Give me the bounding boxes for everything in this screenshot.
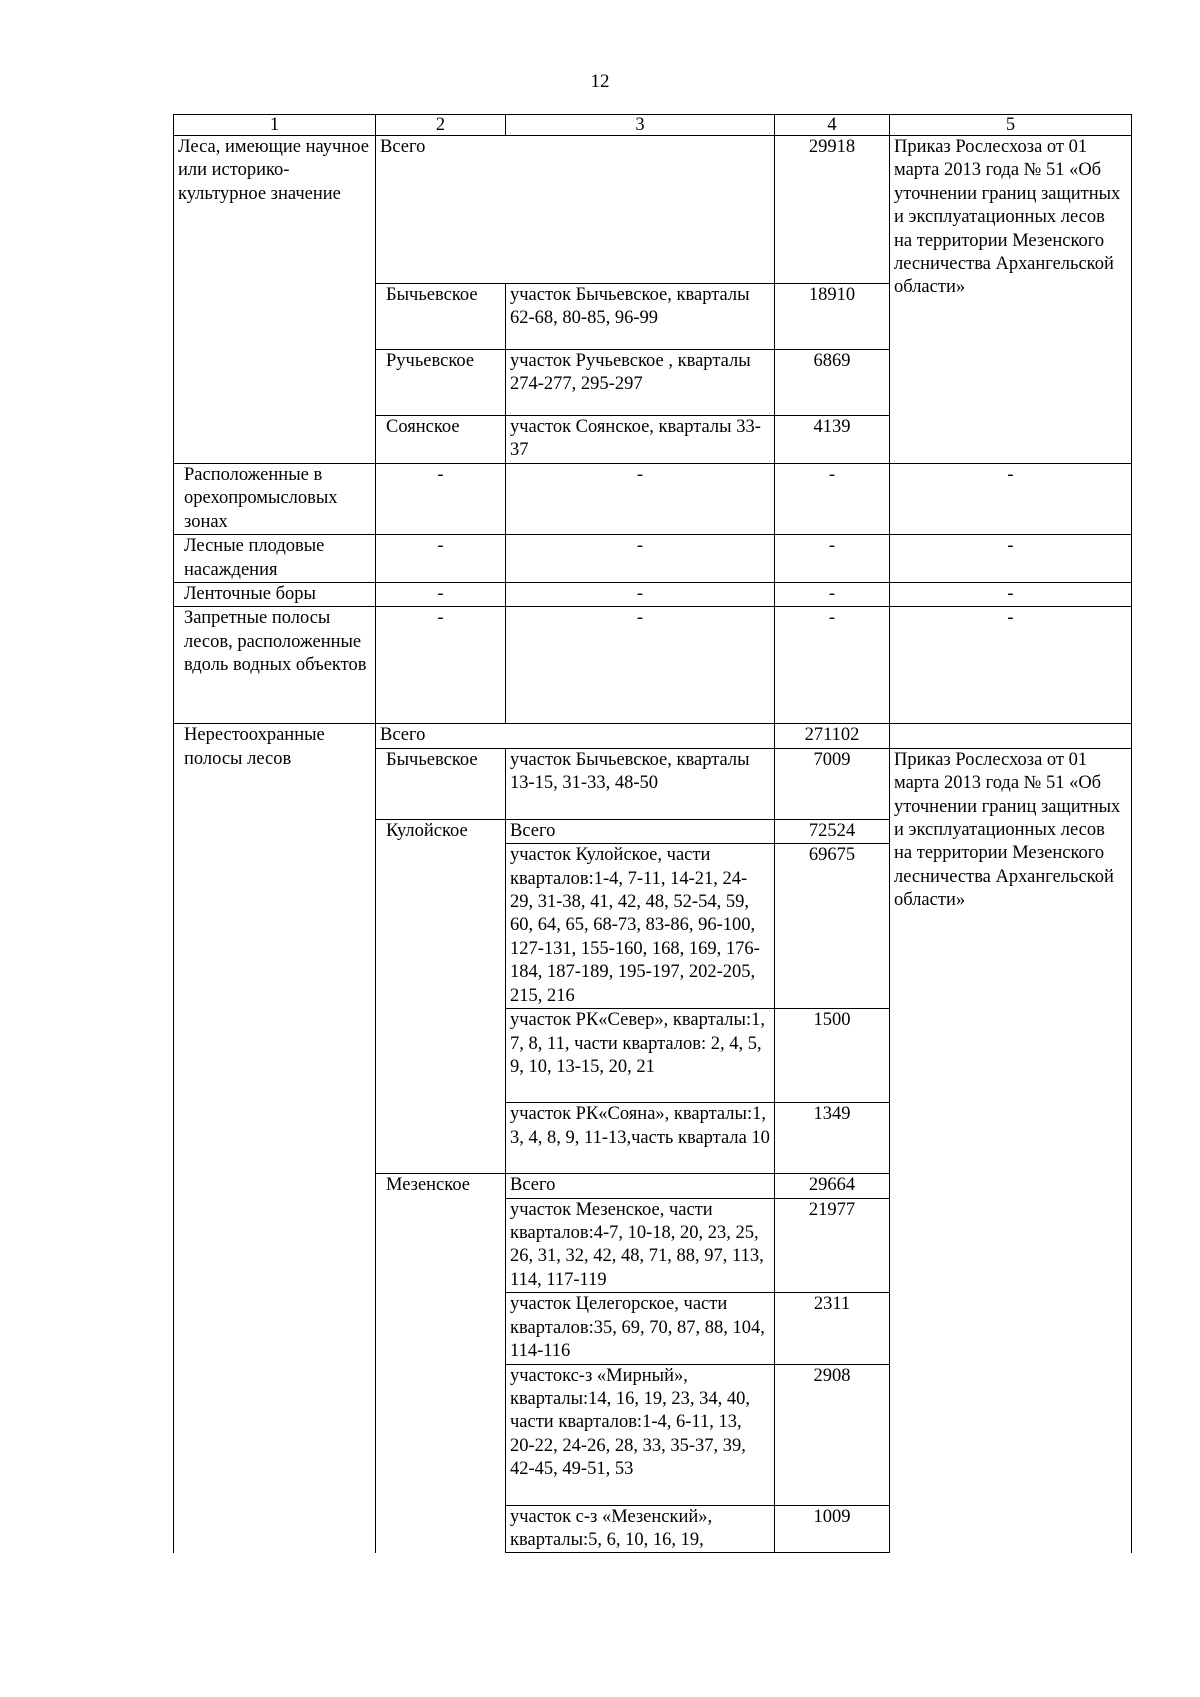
value-cell: 29664: [775, 1174, 890, 1198]
area-cell: участок Мезенское, части кварталов:4-7, 10-18, 20, 23, 25, 26, 31, 32, 42, 48, 71, 88, 97, 113, 114, 117-119: [506, 1198, 775, 1293]
category-cell: Лесные плодовые насаждения: [174, 535, 376, 583]
area-cell: участок Ручьевское , кварталы 274-277, 295-297: [506, 350, 775, 416]
value-cell: 2908: [775, 1364, 890, 1505]
header-cell: 1: [174, 115, 376, 136]
forestry-cell: Кулойское: [376, 819, 506, 1173]
dash-cell: -: [376, 583, 506, 607]
forestry-cell: Бычьевское: [376, 284, 506, 350]
value-cell: 4139: [775, 416, 890, 464]
header-cell: 4: [775, 115, 890, 136]
area-cell: Всего: [506, 1174, 775, 1198]
value-cell: 2311: [775, 1293, 890, 1364]
table-header-row: [174, 115, 1132, 136]
area-cell: участок Кулойское, части кварталов:1-4, 7-11, 14-21, 24-29, 31-38, 41, 42, 48, 52-54, 59, 60, 64, 65, 68-73, 83-86, 96-100, 127-131, 155-160, 168, 169, 176-184, 187-189, 195-197, 202-205, 215, 216: [506, 844, 775, 1009]
table-row: [174, 583, 1132, 607]
total-label-cell: Всего: [376, 724, 775, 748]
header-cell: 2: [376, 115, 506, 136]
area-cell: участок Целегорское, части кварталов:35, 69, 70, 87, 88, 104, 114-116: [506, 1293, 775, 1364]
forestry-cell: Мезенское: [376, 1174, 506, 1553]
category-cell: Ленточные боры: [174, 583, 376, 607]
area-cell: участок Бычьевское, кварталы 62-68, 80-85, 96-99: [506, 284, 775, 350]
value-cell: 21977: [775, 1198, 890, 1293]
dash-cell: -: [376, 535, 506, 583]
category-cell: Леса, имеющие научное или историко-культурное значение: [174, 136, 376, 464]
empty-cell: [890, 724, 1132, 748]
value-cell: 18910: [775, 284, 890, 350]
area-cell: участокс-з «Мирный», кварталы:14, 16, 19, 23, 34, 40, части кварталов:1-4, 6-11, 13, 20-22, 24-26, 28, 33, 35-37, 39, 42-45, 49-51, 53: [506, 1364, 775, 1505]
table-row: [174, 136, 1132, 284]
forest-category-table: [173, 114, 1132, 1553]
header-cell: 5: [890, 115, 1132, 136]
table-row: [174, 464, 1132, 535]
forestry-cell: Бычьевское: [376, 748, 506, 819]
dash-cell: -: [775, 464, 890, 535]
value-cell: 69675: [775, 844, 890, 1009]
category-cell: Запретные полосы лесов, расположенные вдоль водных объектов: [174, 607, 376, 724]
dash-cell: -: [506, 535, 775, 583]
value-cell: 1009: [775, 1505, 890, 1553]
dash-cell: -: [890, 535, 1132, 583]
dash-cell: -: [376, 607, 506, 724]
total-value-cell: 271102: [775, 724, 890, 748]
legal-doc-cell: Приказ Рослесхоза от 01 марта 2013 года № 51 «Об уточнении границ защитных и эксплуатационных лесов на территории Мезенского лесничества Архангельской области»: [890, 136, 1132, 464]
dash-cell: -: [890, 583, 1132, 607]
table-row: [174, 724, 1132, 748]
dash-cell: -: [890, 464, 1132, 535]
area-cell: Всего: [506, 819, 775, 843]
dash-cell: -: [506, 464, 775, 535]
dash-cell: -: [775, 607, 890, 724]
area-cell: участок Соянское, кварталы 33-37: [506, 416, 775, 464]
area-cell: участок с-з «Мезенский», кварталы:5, 6, 10, 16, 19,: [506, 1505, 775, 1553]
dash-cell: -: [506, 607, 775, 724]
dash-cell: -: [506, 583, 775, 607]
table-row: [174, 607, 1132, 724]
dash-cell: -: [890, 607, 1132, 724]
total-label-cell: Всего: [376, 136, 775, 284]
category-cell: Расположенные в орехопромысловых зонах: [174, 464, 376, 535]
value-cell: 72524: [775, 819, 890, 843]
total-value-cell: 29918: [775, 136, 890, 284]
category-cell: Нерестоохранные полосы лесов: [174, 724, 376, 1553]
value-cell: 1500: [775, 1009, 890, 1103]
dash-cell: -: [775, 535, 890, 583]
forestry-cell: Соянское: [376, 416, 506, 464]
value-cell: 7009: [775, 748, 890, 819]
page-number: 12: [590, 71, 610, 92]
value-cell: 6869: [775, 350, 890, 416]
header-cell: 3: [506, 115, 775, 136]
forestry-cell: Ручьевское: [376, 350, 506, 416]
area-cell: участок Бычьевское, кварталы 13-15, 31-33, 48-50: [506, 748, 775, 819]
value-cell: 1349: [775, 1103, 890, 1174]
dash-cell: -: [376, 464, 506, 535]
legal-doc-cell: Приказ Рослесхоза от 01 марта 2013 года № 51 «Об уточнении границ защитных и эксплуатационных лесов на территории Мезенского лесничества Архангельской области»: [890, 748, 1132, 1552]
dash-cell: -: [775, 583, 890, 607]
table-row: [174, 535, 1132, 583]
area-cell: участок РК«Север», кварталы:1, 7, 8, 11, части кварталов: 2, 4, 5, 9, 10, 13-15, 20, 21: [506, 1009, 775, 1103]
area-cell: участок РК«Сояна», кварталы:1, 3, 4, 8, 9, 11-13,часть квартала 10: [506, 1103, 775, 1174]
